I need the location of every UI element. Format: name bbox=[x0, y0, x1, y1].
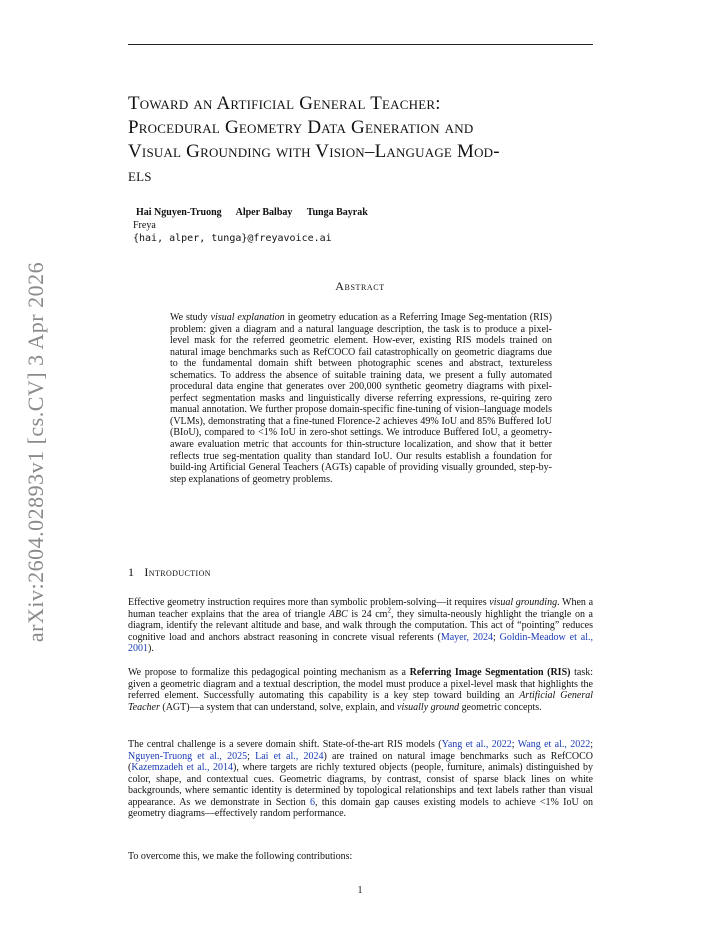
superscript: 2 bbox=[387, 606, 391, 615]
paragraph-text: Effective geometry instruction requires more than symbolic problem-solving—it requires bbox=[128, 597, 490, 608]
citation-link[interactable]: Goldin-Meadow et al., 2001 bbox=[128, 631, 593, 655]
bold-term: Referring Image Segmentation (RIS) bbox=[409, 667, 571, 678]
abstract-text: in geometry education as a Referring Image Seg-mentation (RIS) problem: given a diagram and a natural language description, the task is to produce a pixel-level mask for the referred geometric element. How-ever, existing RIS models trained on natural image benchmarks such as RefCOCO fail catastrophically on geometric diagrams due to the fundamental domain shift between photographic scenes and abstract, textureless schematics. To address the absence of suitable training data, we present a fully automated procedural data engine that generates over 200,000 synthetic geometry diagrams with pixel-perfect segmentation masks and linguistically diverse referring expressions, re-quiring zero manual annotation. We further propose domain-specific fine-tuning of vision–language models (VLMs), demonstrating that a fine-tuned Florence-2 achieves 49% IoU and 85% Buffered IoU (BIoU), compared to <1% IoU in zero-shot settings. We introduce Buffered IoU, a geometry-aware evaluation metric that accounts for thin-structure localization, and show that it better reflects true seg-mentation quality than standard IoU. Our results establish a foundation for build-ing Artificial General Teachers (AGTs) capable of providing visually grounded, step-by-step explanations of geometry problems. bbox=[170, 312, 552, 485]
author-email: {hai, alper, tunga}@freyavoice.ai bbox=[133, 233, 332, 244]
paragraph-text: task: given a geometric diagram and a textual description, the model must produce a pixel-level mask that highlights the referred element. Successfully automating this capability is a key step toward building an bbox=[128, 667, 594, 702]
section-number: 1 bbox=[128, 565, 135, 579]
section-title: Introduction bbox=[144, 565, 211, 579]
citation-link[interactable]: Lai et al., 2024 bbox=[255, 750, 324, 762]
citation-separator: ; bbox=[511, 739, 518, 750]
emphasis: Artificial General Teacher bbox=[128, 690, 593, 713]
abstract-body bbox=[170, 312, 552, 485]
emphasis: visual grounding bbox=[489, 597, 558, 608]
affiliation: Freya bbox=[133, 220, 156, 231]
section-reference-link[interactable]: 6 bbox=[310, 796, 316, 808]
citation-link[interactable]: Yang et al., 2022 bbox=[441, 739, 512, 750]
page-number: 1 bbox=[357, 885, 363, 896]
title-line: Toward an Artificial General Teacher: bbox=[128, 93, 441, 114]
citation-link[interactable]: Wang et al., 2022 bbox=[517, 739, 591, 750]
title-line: els bbox=[128, 165, 152, 186]
paragraph-text: . When a human teacher explains that the area of triangle bbox=[128, 597, 594, 620]
title-line: Procedural Geometry Data Generation and bbox=[128, 117, 474, 138]
emphasis: visually ground bbox=[397, 701, 460, 713]
citation-separator: ; bbox=[492, 631, 500, 643]
arxiv-identifier: arXiv:2604.02893v1 [cs.CV] 3 Apr 2026 bbox=[23, 261, 48, 643]
intro-paragraph-2 bbox=[128, 667, 593, 713]
paragraph-text: ) are trained on natural image benchmarks such as RefCOCO ( bbox=[128, 750, 593, 774]
paragraph-text: ). bbox=[148, 643, 154, 655]
intro-paragraph-4: To overcome this, we make the following contributions: bbox=[128, 851, 353, 862]
top-rule bbox=[128, 44, 593, 45]
abstract-emphasis: visual explanation bbox=[210, 312, 285, 323]
author-name: Hai Nguyen-Truong bbox=[136, 207, 222, 218]
author-name: Alper Balbay bbox=[235, 207, 293, 218]
intro-paragraph-3 bbox=[128, 739, 593, 820]
paragraph-text: is 24 cm bbox=[347, 608, 388, 620]
paragraph-text: The central challenge is a severe domain shift. State-of-the-art RIS models ( bbox=[128, 739, 442, 750]
paragraph-text: , they simulta-neously highlight the triangle on a diagram, identify the relevant altitude and base, and walk through the computation. This act of “pointing” reduces cognitive load and anchors abstract reasoning in concrete visual referents ( bbox=[128, 608, 593, 643]
intro-paragraph-1 bbox=[128, 597, 593, 655]
math-symbol: ABC bbox=[328, 608, 348, 620]
abstract-heading: Abstract bbox=[335, 279, 385, 293]
abstract-text: We study bbox=[170, 312, 211, 323]
title-line: Visual Grounding with Vision–Language Mod- bbox=[128, 141, 500, 162]
paragraph-text: geometric concepts. bbox=[459, 701, 542, 713]
paper-title bbox=[128, 92, 598, 188]
citation-link[interactable]: Kazemzadeh et al., 2014 bbox=[131, 762, 234, 774]
author-list bbox=[136, 207, 380, 218]
citation-separator: ; bbox=[590, 739, 594, 750]
paragraph-text: ), where targets are richly textured objects (people, furniture, animals) distinguished by color, shape, and contextual cues. Geometric diagrams, by contrast, consist of sparse black lines on white backgrounds, where semantic identity is determined by topological relationships and text labels rather than visual appearance. As we demonstrate in Section bbox=[128, 762, 593, 808]
paragraph-text: (AGT)—a system that can understand, solve, explain, and bbox=[159, 701, 398, 713]
paragraph-text: We propose to formalize this pedagogical pointing mechanism as a bbox=[128, 667, 410, 678]
paragraph-text: , this domain gap causes existing models to achieve <1% IoU on geometry diagrams—effectively random performance. bbox=[128, 796, 593, 820]
citation-separator: ; bbox=[247, 750, 256, 762]
citation-link[interactable]: Nguyen-Truong et al., 2025 bbox=[128, 750, 248, 762]
section-heading-introduction bbox=[128, 565, 211, 580]
author-name: Tunga Bayrak bbox=[306, 207, 368, 218]
citation-link[interactable]: Mayer, 2024 bbox=[440, 631, 493, 643]
